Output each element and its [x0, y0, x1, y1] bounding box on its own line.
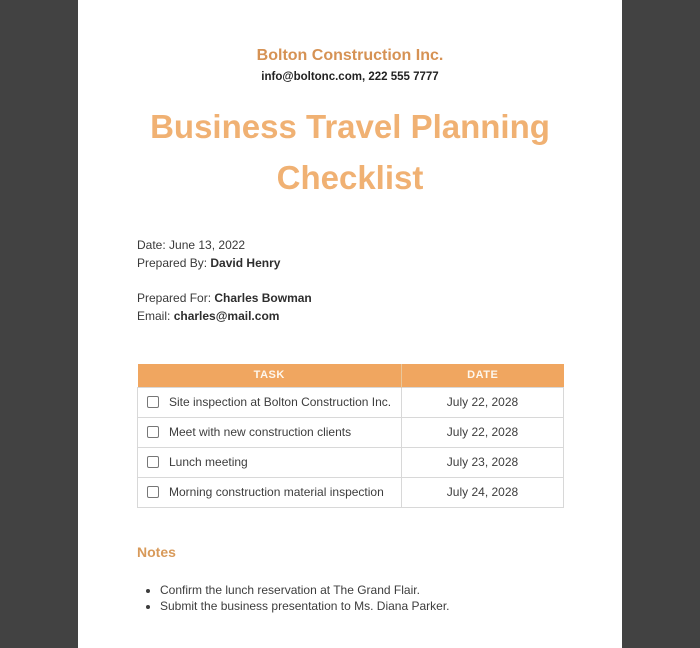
- table-row: [138, 387, 564, 417]
- page-title-line1: Business Travel Planning: [150, 108, 550, 145]
- notes-heading: Notes: [137, 543, 176, 560]
- task-cell: [138, 477, 402, 507]
- task-label: Meet with new construction clients: [169, 425, 352, 439]
- table-row: [138, 477, 564, 507]
- notes-list: [137, 582, 563, 614]
- task-date: July 22, 2028: [402, 387, 564, 417]
- note-item: • Submit the business presentation to Ms. Diana Parker.: [160, 598, 563, 614]
- date-line: [137, 237, 563, 255]
- meta-prepared-for-group: [137, 290, 563, 325]
- task-checkbox[interactable]: [147, 456, 159, 468]
- task-checkbox[interactable]: [147, 426, 159, 438]
- task-cell: [138, 387, 402, 417]
- task-label: Site inspection at Bolton Construction Inc.: [169, 395, 392, 409]
- date-value: June 13, 2022: [169, 238, 246, 252]
- task-label: Morning construction material inspection: [169, 485, 384, 499]
- email-line: [137, 308, 563, 326]
- prepared-for-value: Charles Bowman: [214, 291, 312, 305]
- prepared-for-line: [137, 290, 563, 308]
- task-date: July 22, 2028: [402, 417, 564, 447]
- table-header-row: [138, 364, 564, 387]
- task-cell: [138, 447, 402, 477]
- company-contact: info@boltonc.com, 222 555 7777: [261, 71, 439, 83]
- prepared-by-label: Prepared By:: [137, 255, 208, 270]
- page-title: [137, 101, 563, 203]
- column-header-task: TASK: [138, 364, 402, 387]
- column-header-date: DATE: [402, 364, 564, 387]
- note-item: • Confirm the lunch reservation at The Grand Flair.: [160, 582, 563, 598]
- meta-prepared-by-group: [137, 237, 563, 272]
- date-label: Date:: [137, 238, 166, 252]
- task-date: July 24, 2028: [402, 477, 564, 507]
- task-cell: [138, 417, 402, 447]
- task-date: July 23, 2028: [402, 447, 564, 477]
- document-page: [78, 0, 622, 648]
- task-checkbox[interactable]: [147, 486, 159, 498]
- table-row: [138, 447, 564, 477]
- company-name: Bolton Construction Inc.: [256, 47, 444, 64]
- prepared-by-value: David Henry: [210, 255, 281, 270]
- email-value: charles@mail.com: [173, 308, 280, 323]
- prepared-for-label: Prepared For:: [137, 291, 212, 305]
- task-label: Lunch meeting: [169, 455, 248, 469]
- page-title-line2: Checklist: [276, 159, 424, 196]
- table-row: [138, 417, 564, 447]
- task-checkbox[interactable]: [147, 396, 159, 408]
- prepared-by-line: [137, 255, 563, 273]
- checklist-table: [137, 364, 564, 508]
- email-label: Email:: [137, 308, 171, 323]
